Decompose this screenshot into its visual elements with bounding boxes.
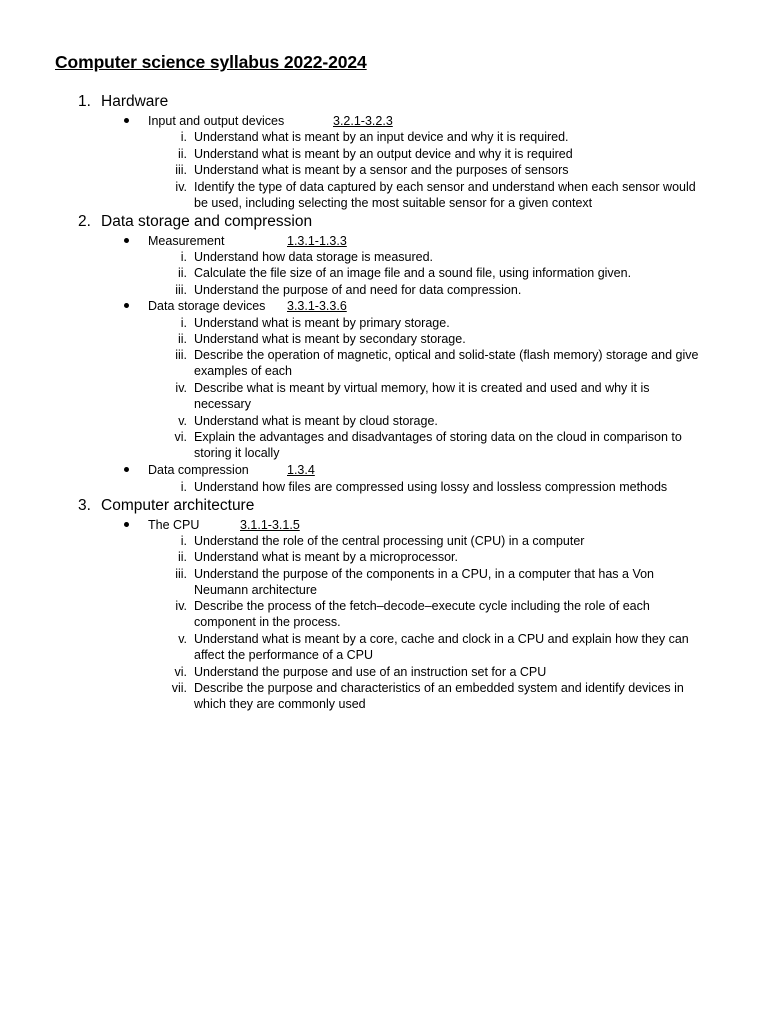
bullet-icon: [124, 522, 129, 527]
spec-reference: 3.3.1-3.3.6: [287, 299, 347, 313]
spec-reference: 3.1.1-3.1.5: [240, 518, 300, 532]
bullet-label: Input and output devices: [148, 114, 285, 128]
item-text: Understand the purpose of the components in a CPU, in a computer that has a Von Neumann architecture: [194, 567, 655, 597]
section-title: Hardware: [101, 93, 169, 110]
item-text: Describe the process of the fetch–decode–execute cycle including the role of each component in the process.: [194, 599, 650, 629]
item-text: Understand what is meant by an input device and why it is required.: [194, 130, 569, 144]
bullet-label: Data storage devices: [148, 299, 266, 313]
roman-numeral: vi.: [174, 665, 187, 679]
roman-numeral: vii.: [171, 681, 187, 695]
roman-numeral: i.: [180, 316, 187, 330]
item-text: Describe what is meant by virtual memory, how it is created and used and why it is necessary: [194, 381, 650, 411]
roman-numeral: iii.: [175, 567, 187, 581]
item-text: Understand what is meant by a core, cache and clock in a CPU and explain how they can affect the performance of a CPU: [194, 632, 689, 662]
item-text: Explain the advantages and disadvantages of storing data on the cloud in comparison to storing it locally: [194, 430, 682, 460]
section-number: 2.: [78, 213, 91, 230]
item-text: Understand what is meant by cloud storage.: [194, 414, 438, 428]
roman-numeral: iv.: [175, 180, 187, 194]
roman-numeral: ii.: [177, 266, 187, 280]
document-title: Computer science syllabus 2022-2024: [55, 52, 367, 72]
item-text: Understand what is meant by primary storage.: [194, 316, 450, 330]
section-title: Data storage and compression: [101, 213, 313, 230]
item-text: Understand what is meant by an output device and why it is required: [194, 147, 573, 161]
spec-reference: 3.2.1-3.2.3: [333, 114, 393, 128]
bullet-label: Measurement: [148, 234, 225, 248]
bullet-icon: [124, 238, 129, 243]
roman-numeral: v.: [178, 632, 187, 646]
item-text: Understand what is meant by secondary storage.: [194, 332, 466, 346]
roman-numeral: iii.: [175, 163, 187, 177]
item-text: Understand what is meant by a sensor and the purposes of sensors: [194, 163, 569, 177]
item-text: Understand how files are compressed using lossy and lossless compression methods: [194, 480, 668, 494]
bullet-icon: [124, 467, 129, 472]
section-number: 1.: [78, 93, 91, 110]
bullet-label: Data compression: [148, 463, 249, 477]
item-text: Understand the role of the central processing unit (CPU) in a computer: [194, 534, 585, 548]
roman-numeral: v.: [178, 414, 187, 428]
roman-numeral: ii.: [177, 147, 187, 161]
item-text: Understand the purpose of and need for data compression.: [194, 283, 522, 297]
bullet-icon: [124, 118, 129, 123]
item-text: Understand how data storage is measured.: [194, 250, 434, 264]
roman-numeral: ii.: [177, 550, 187, 564]
section-title: Computer architecture: [101, 497, 255, 514]
item-text: Describe the operation of magnetic, optical and solid-state (flash memory) storage and give examples of each: [194, 348, 699, 378]
bullet-label: The CPU: [148, 518, 200, 532]
roman-numeral: iii.: [175, 348, 187, 362]
bullet-icon: [124, 303, 129, 308]
item-text: Understand the purpose and use of an instruction set for a CPU: [194, 665, 547, 679]
section-number: 3.: [78, 497, 91, 514]
roman-numeral: iv.: [175, 381, 187, 395]
roman-numeral: i.: [180, 534, 187, 548]
section-heading: [78, 212, 312, 232]
item-text: Identify the type of data captured by each sensor and understand when each sensor would be used, including selecting the most suitable sensor for a given context: [194, 180, 696, 210]
roman-numeral: ii.: [177, 332, 187, 346]
item-text: Describe the purpose and characteristics of an embedded system and identify devices in which they are commonly used: [194, 681, 684, 711]
roman-numeral: iii.: [175, 283, 187, 297]
item-text: Calculate the file size of an image file and a sound file, using information given.: [194, 266, 632, 280]
section-heading: [78, 92, 168, 112]
roman-numeral: vi.: [174, 430, 187, 444]
section-heading: [78, 496, 254, 516]
roman-numeral: i.: [180, 130, 187, 144]
item-text: Understand what is meant by a microprocessor.: [194, 550, 459, 564]
roman-numeral: i.: [180, 250, 187, 264]
spec-reference: 1.3.1-1.3.3: [287, 234, 347, 248]
spec-reference: 1.3.4: [287, 463, 315, 477]
roman-numeral: iv.: [175, 599, 187, 613]
roman-numeral: i.: [180, 480, 187, 494]
